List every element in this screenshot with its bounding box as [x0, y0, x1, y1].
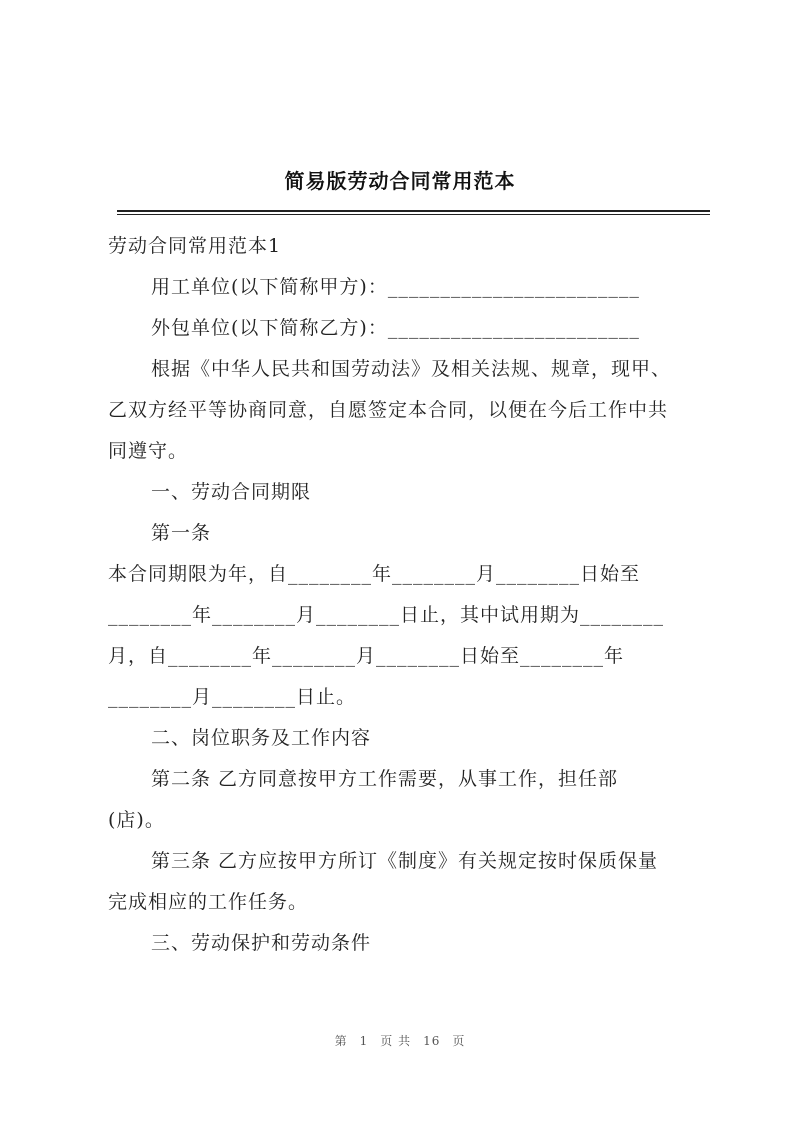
title-rule-thick — [117, 210, 710, 212]
page-current: 1 — [359, 1034, 369, 1048]
chapter-heading: 一、劳动合同期限 — [151, 481, 312, 503]
chapter-heading: 二、岗位职务及工作内容 — [151, 727, 372, 749]
paragraph-line: 第三条 乙方应按甲方所订《制度》有关规定按时保质保量 — [151, 850, 659, 872]
paragraph-line: 本合同期限为年，自________年________月________日始至 — [108, 563, 641, 585]
paragraph-line: 完成相应的工作任务。 — [108, 891, 309, 913]
page-label-prefix: 第 — [334, 1034, 348, 1048]
section-heading: 劳动合同常用范本1 — [108, 235, 282, 257]
chapter-heading: 三、劳动保护和劳动条件 — [151, 932, 372, 954]
paragraph-line: 月，自________年________月________日始至________年 — [108, 645, 625, 667]
document-body — [108, 226, 708, 964]
paragraph-line: 乙双方经平等协商同意，自愿签定本合同，以便在今后工作中共 — [108, 399, 669, 421]
page-label-suffix: 页 — [452, 1034, 466, 1048]
page-total: 16 — [423, 1034, 441, 1048]
page-footer — [0, 1032, 800, 1049]
paragraph-line: ________月________日止。 — [108, 686, 357, 708]
paragraph-line: 同遵守。 — [108, 440, 189, 462]
contractor-field: 外包单位(以下简称乙方)：________________________ — [151, 317, 640, 339]
paragraph-line: 第二条 乙方同意按甲方工作需要，从事工作，担任部 — [151, 768, 619, 790]
paragraph-line: ________年________月________日止，其中试用期为________ — [108, 604, 665, 626]
paragraph-line: (店)。 — [108, 809, 165, 831]
article-label: 第一条 — [151, 522, 212, 544]
document-title: 简易版劳动合同常用范本 — [284, 169, 516, 193]
paragraph-line: 根据《中华人民共和国劳动法》及相关法规、规章，现甲、 — [151, 358, 672, 380]
page-label-mid: 页 共 — [380, 1034, 412, 1048]
employer-field: 用工单位(以下简称甲方)：________________________ — [151, 276, 640, 298]
title-rule-thin — [117, 214, 710, 215]
